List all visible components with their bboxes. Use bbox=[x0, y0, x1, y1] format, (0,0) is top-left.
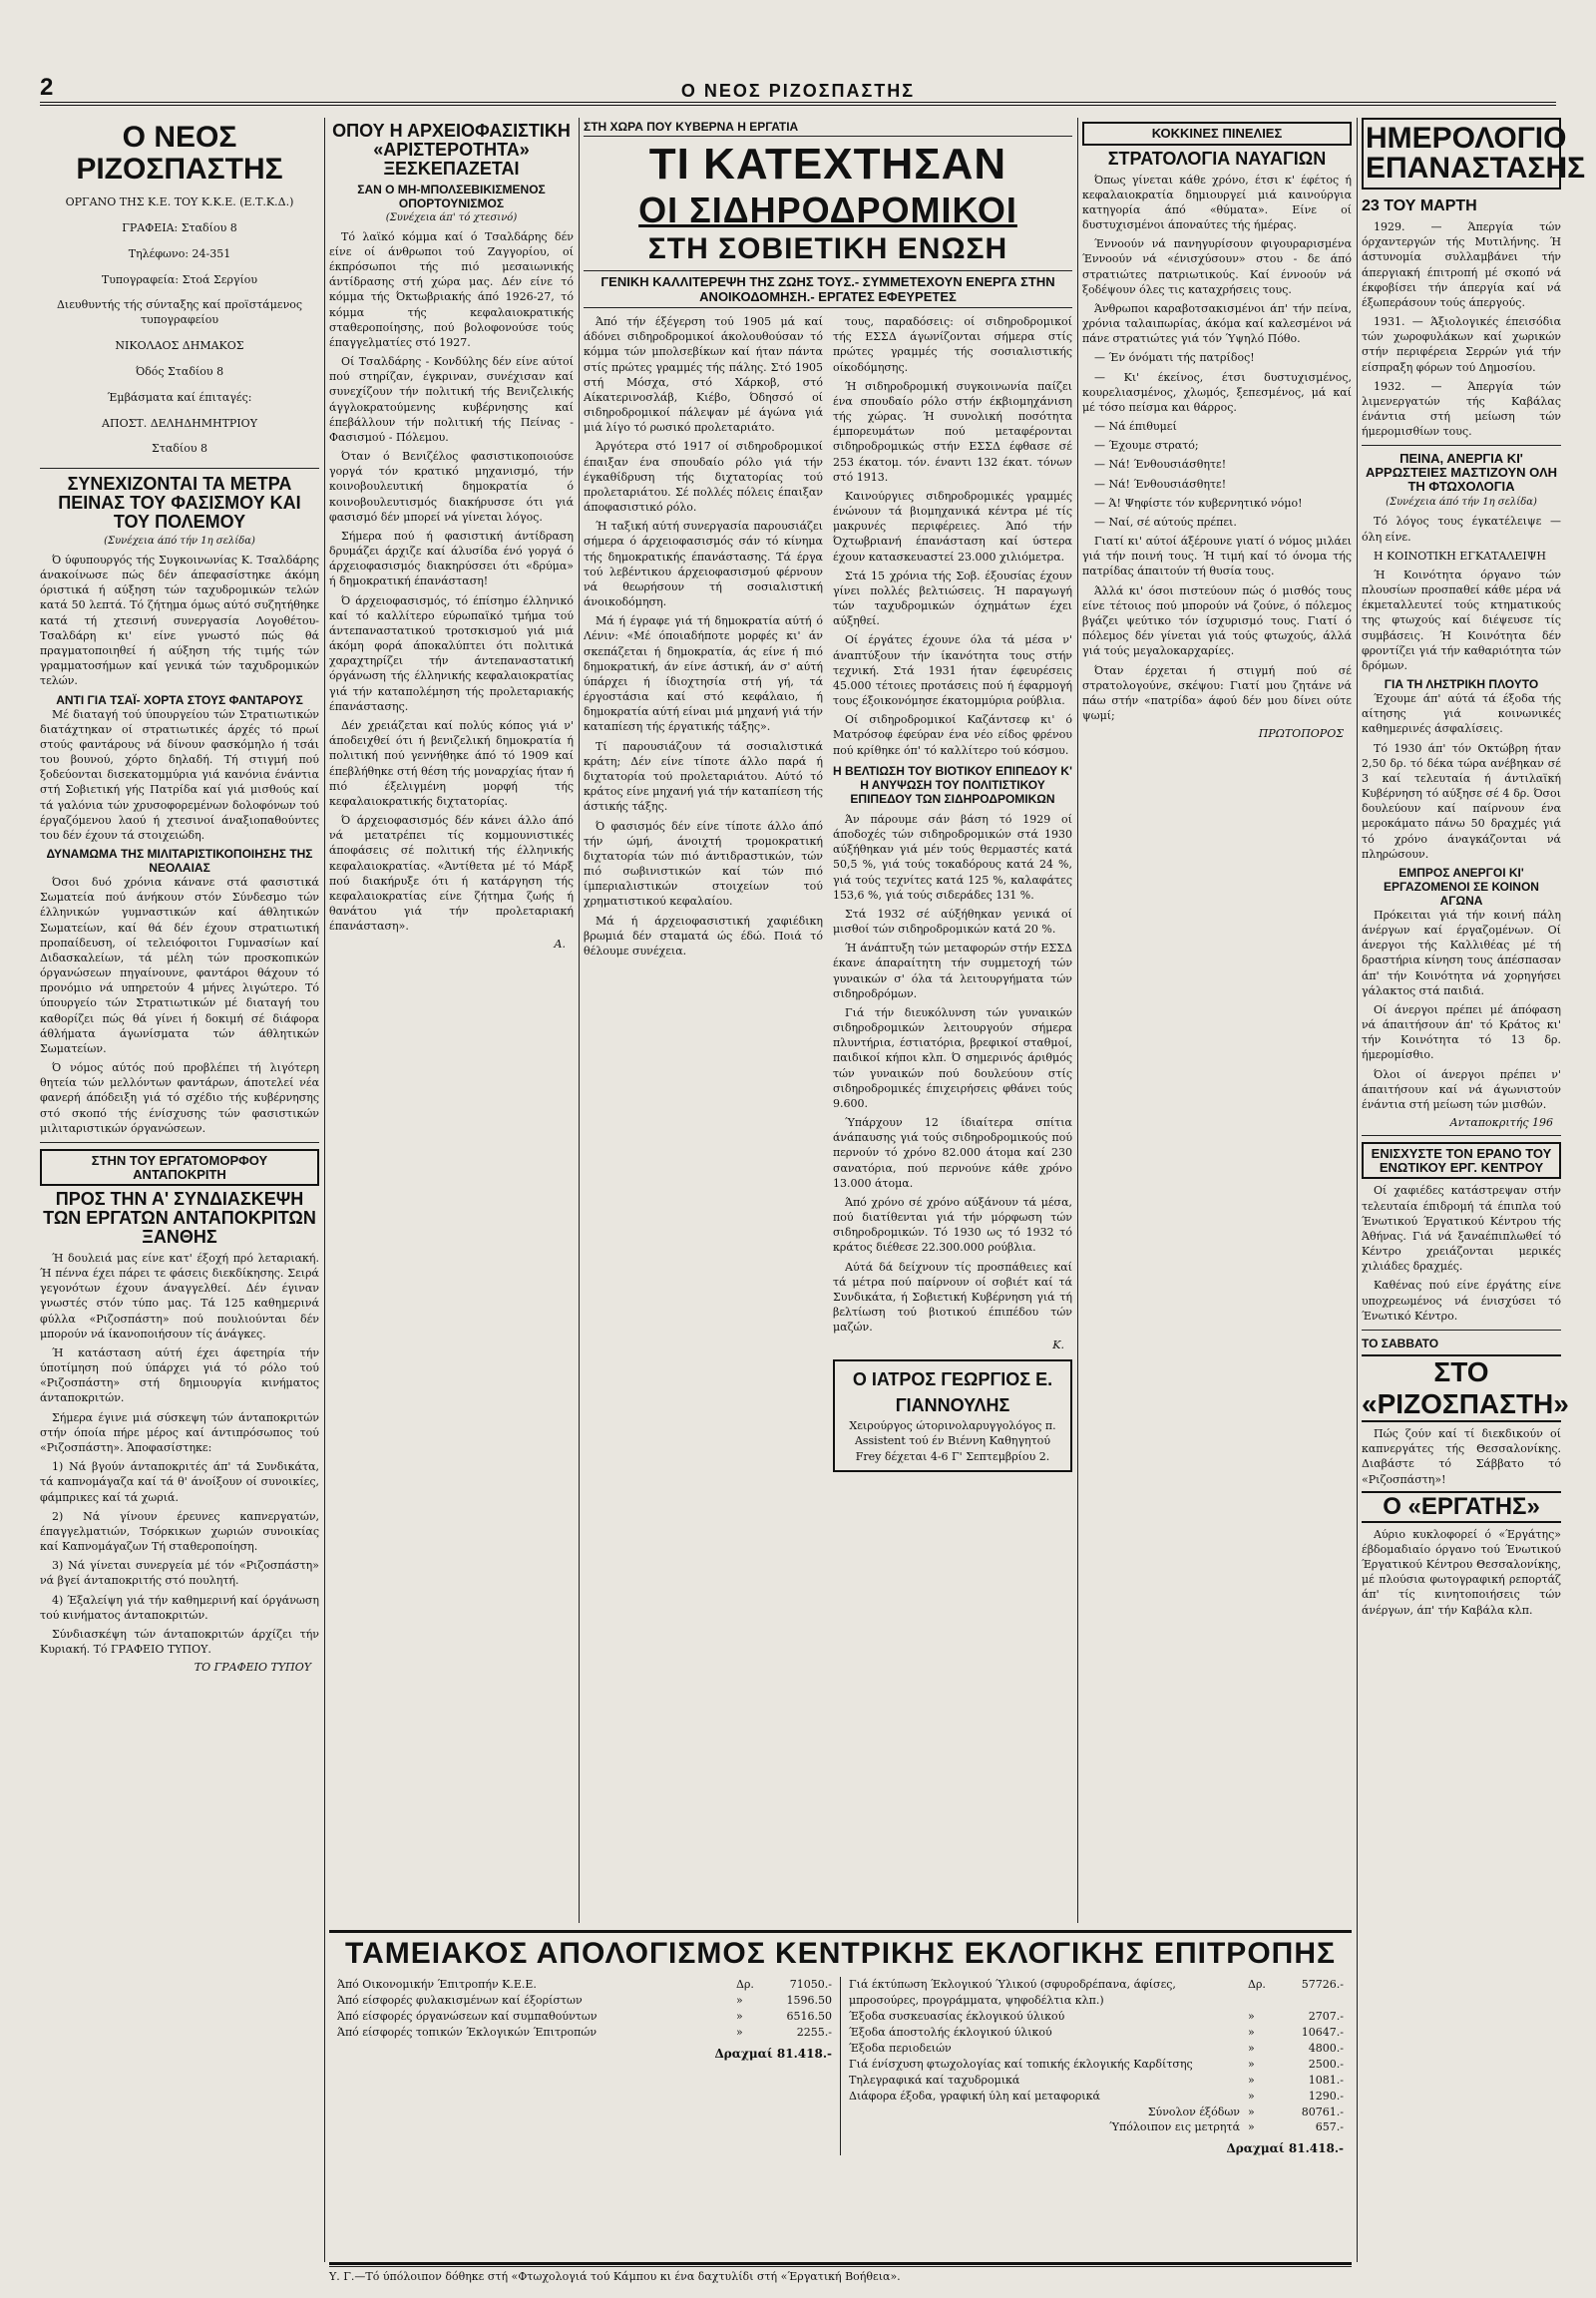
expense-row-cur: » bbox=[1248, 2009, 1255, 2023]
expense-row bbox=[849, 2073, 1344, 2089]
expense-row-amount: 4800.- bbox=[1308, 2041, 1344, 2055]
paper-title: Ο ΝΕΟΣ ΡΙΖΟΣΠΑΣΤΗΣ bbox=[76, 121, 283, 186]
expense-row-label: Γιά έκτύπωση Έκλογικού Ύλικού (σφυροδρέπανα, άφίσες, μπροσούρες, προγράμματα, ψηφοδέλτια κλπ.) bbox=[849, 1978, 1176, 2007]
headline: ΣΤΗ ΣΟΒΙΕΤΙΚΗ ΕΝΩΣΗ bbox=[647, 232, 1008, 265]
info-line: Όδός Σταδίου 8 bbox=[135, 364, 224, 378]
paragraph: Ή δουλειά μας είνε κατ' έξοχή πρό λεταριακή. Ή πέννα έχει πάρει τε φάσεις διεκδίκησης. Σειρά γεγονότων έχουν άναγγελθεί. Δέν έγιναν γνωστές στόν τύπο μας. Τά 125 καθημερινά φύλλα «Ριζοσπάστη» πού πουλιούνται δέν μπορούν νά ίκανοποιήσουν τίς άνάγκες. bbox=[40, 1251, 319, 1340]
expense-row-cur: » bbox=[1248, 2057, 1255, 2071]
paragraph: — Νά! Ένθουσιάσθητε! bbox=[1094, 477, 1227, 491]
expense-sum-label: Σύνολον έξόδων bbox=[1147, 2105, 1240, 2118]
paragraph: Τό λαϊκό κόμμα καί ό Τσαλδάρης δέν είνε οί άνθρωποι τού Ζαγγορίου, οί έκπρόσωποι τής πιό μεσαιωνικής άντίδρασης στή χώρα μας. Δέν είνε τό κόμμα τής Όκτωβριακής άπό 1926-27, τό κόμμα τής κεφαλαιοκρατικής σταθεροποίησης, πού βολοφονούσε τούς έπαγγελματίες στό 1927. bbox=[329, 229, 574, 349]
paragraph: Σήμερα έγινε μιά σύσκεψη τών άνταποκριτών στήν όποία πήρε μέρος καί άντιπρόσωπος τού «Ριζοσπάστη». Άποφασίστηκε: bbox=[40, 1410, 319, 1454]
paragraph: — Έχουμε στρατό; bbox=[1094, 439, 1199, 453]
paragraph: Ό φασισμός δέν είνε τίποτε άλλο άπό τήν ώμή, άνοιχτή τρομοκρατική διχτατορία τών πιό άντιδραστικών, τών πιό σωβινιστικών καί τών πιό ίμπεριαλιστικών στοιχείων τού χρηματιστικού κεφαλαίου. bbox=[584, 819, 823, 909]
paragraph: Πρόκειται γιά τήν κοινή πάλη άνέργων καί έργαζομένων. Οί άνεργοι τής Καλλιθέας μέ τή δραστήρια κίνηση τους άπέσπασαν άπ' τήν Κοινότητα νά χορηγήσει γάλακτος στά παιδιά. bbox=[1362, 908, 1561, 997]
saturday-heading: ΣΤΟ «ΡΙΖΟΣΠΑΣΤΗ» bbox=[1362, 1354, 1561, 1422]
paragraph: τους, παραδόσεις: οί σιδηροδρομικοί τής ΕΣΣΔ άγωνίζονται σήμερα στίς πρώτες γραμμές τής σοσιαλιστικής οίκοδόμησης. bbox=[833, 315, 1072, 374]
expense-row-label: Τηλεγραφικά καί ταχυδρομικά bbox=[849, 2073, 1020, 2087]
paragraph: 4) Έξαλείψη γιά τήν καθημερινή καί όργάνωση τού κινήματος άνταποκριτών. bbox=[40, 1593, 319, 1622]
article-body bbox=[1082, 173, 1352, 724]
paragraph: Οί άνεργοι πρέπει μέ άπόφαση νά άπαιτήσουν άπ' τό Κράτος κι' τήν Κοινότητα τό 13 δρ. ήμερομίσθιο. bbox=[1362, 1002, 1561, 1062]
article-subtitle: ΣΑΝ Ο ΜΗ-ΜΠΟΛΣΕΒΙΚΙΣΜΕΝΟΣ ΟΠΟΡΤΟΥΝΙΣΜΟΣ bbox=[357, 182, 546, 210]
expense-list bbox=[840, 1977, 1352, 2155]
article-body bbox=[329, 229, 574, 935]
article-title: ΣΤΡΑΤΟΛΟΓΙΑ ΝΑΥΑΓΙΩΝ bbox=[1107, 148, 1327, 169]
accounts-report bbox=[329, 1930, 1352, 2265]
doctor-advert bbox=[833, 1359, 1072, 1472]
paragraph: Ό άρχειοφασισμός, τό έπίσημο έλληνικό καί τό καλλίτερο εύρωπαϊκό τμήμα τού άντεπαναστατικού τροτσκισμού γιά μιά άκόμη φορά άποκαλύπτει ότι πολιτικά χαραχτηρίζει τήν άντεπαναστατική όργάνωση τής έλληνικής κεφαλαιοκρατίας γιά τήν καταπολέμηση τής προλεταριακής έπανάστασης. bbox=[329, 593, 574, 713]
paragraph: Τό 1930 άπ' τόν Οκτώβρη ήταν 2,50 δρ. τό δέκα τώρα ανέβηκαν σέ 3 καί τελευταία ή άντιλαϊκή Κυβέρνηση τό αύξησε σέ 4 δρ. Όσοι δουλεύουν καί παίρνουν ένα μεροκάματο πάνω 50 δραχμές γιά τό χρόνο άναγκάζονται νά πληρώσουν. bbox=[1362, 741, 1561, 861]
paragraph: Ή Κοινότητα όργανο τών πλουσίων προσπαθεί κάθε μέρα νά έκμεταλλευτεί τούς κτηματικούς της φτωχούς καί διέψευσε τίς συμβάσεις. Ή Κοινότητα δέν φροντίζει γιά τήν καθαριότητα τών δρόμων. bbox=[1362, 568, 1561, 672]
boxed-heading: ΕΝΙΣΧΥΣΤΕ ΤΟΝ ΕΡΑΝΟ ΤΟΥ ΕΝΩΤΙΚΟΥ ΕΡΓ. ΚΕΝΤΡΟΥ bbox=[1362, 1142, 1561, 1179]
paragraph: Καθένας πού είνε έργάτης είνε υποχρεωμένος νά ένισχύσει τό Ένωτικό Κέντρο. bbox=[1362, 1279, 1561, 1323]
paragraph: Μέ διαταγή τού ύπουργείου τών Στρατιωτικών διατάχτηκαν οί στρατιωτικές άρχές τό πρωί στούς φαντάρους νά δίνουν φασκόμηλο ή τσάι του βουνού, χόρτο δηλαδή. Τή στιγμή πού ξοδεύονται δισεκατομμύρια γιά κανόνια ένάντια στή Σοβιετική γής Πατρίδα καί γιά μισθούς καί τά γαλόνια τών χρυσοφορεμένων δολοφόνων τού έργαζόμενου λαού ή χτεσινοί άναξιοπαθούντες του δέν έχουν τά στοιχειώδη. bbox=[40, 707, 319, 842]
paragraph: Όσοι δυό χρόνια κάνανε στά φασιστικά Σωματεία πού άνήκουν στόν Σύνδεσμο τών έλληνικών γυμναστικών καί άθλητικών Σωματείων, καί θά δέν έχουν στρατιωτική προπαίδευση, οί τελειόφοιτοι Γυμνασίων καί Διδασκαλείων, τά μέλη τών προσκοπικών όργανώσεων πηγαίνουνε, φαντάροι θάχουν τό προνόμιο νά υπηρετούν 4 μήνες λιγώτερο. Τό ύπουργείο τών Στρατιωτικών μέ διαταγή του καθορίζει πώς θά γίνει ή δοκιμή σέ διάφορα άθλήματα άγωνίσματα τών άθλητικών Σωματείων. bbox=[40, 876, 319, 1055]
article-body bbox=[833, 314, 1072, 758]
paragraph: Μά ή άρχειοφασιστική χαφιέδικη βρωμιά δέν σταματά ώς έδώ. Ποιά τό θέλουμε συνέχεια. bbox=[584, 914, 823, 958]
info-line: ΑΠΟΣΤ. ΔΕΛΗΔΗΜΗΤΡΙΟΥ bbox=[102, 416, 257, 430]
article-subhead: ΑΝΤΙ ΓΙΑ ΤΣΑΪ- ΧΟΡΤΑ ΣΤΟΥΣ ΦΑΝΤΑΡΟΥΣ bbox=[56, 692, 303, 707]
income-row bbox=[337, 2025, 832, 2041]
income-row bbox=[337, 2009, 832, 2025]
paragraph: Άργότερα στό 1917 οί σιδηροδρομικοί έπαιξαν ένα σπουδαίο ρόλο γιά τήν έγκαθίδρυση τής διχτατορίας τού προλεταριάτου. Σέ πολλές πόλεις έπαιξαν άποφασιστικό ρόλο. bbox=[584, 440, 823, 515]
article-subhead: ΔΥΝΑΜΩΜΑ ΤΗΣ ΜΙΛΙΤΑΡΙΣΤΙΚΟΠΟΙΗΣΗΣ ΤΗΣ ΝΕΟΛΑΙΑΣ bbox=[46, 847, 313, 876]
headline: ΟΙ ΣΙΔΗΡΟΔΡΟΜΙΚΟΙ bbox=[638, 190, 1017, 230]
article-title: ΠΕΙΝΑ, ΑΝΕΡΓΙΑ ΚΙ' ΑΡΡΩΣΤΕΙΕΣ ΜΑΣΤΙΖΟΥΝ ΟΛΗ ΤΗ ΦΤΩΧΟΛΟΓΙΑ bbox=[1365, 451, 1558, 494]
article-signature: Α. bbox=[554, 938, 566, 952]
info-line: ΝΙΚΟΛΑΟΣ ΔΗΜΑΚΟΣ bbox=[115, 339, 244, 353]
advert-name: Ο ΙΑΤΡΟΣ ΓΕΩΡΓΙΟΣ Ε. ΓΙΑΝΝΟΥΛΗΣ bbox=[852, 1369, 1053, 1415]
calendar-event: 1932. — Άπεργία τών λιμενεργατών τής Καβάλας ένάντια στή μείωση τών ήμερομισθίων τους. bbox=[1362, 379, 1561, 439]
article-body bbox=[40, 553, 319, 689]
kicker: ΚΟΚΚΙΝΕΣ ΠΙΝΕΛΙΕΣ bbox=[1082, 122, 1352, 146]
column-rule bbox=[324, 118, 325, 2262]
paragraph: Τί παρουσιάζουν τά σοσιαλιστικά κράτη; Δέν είνε τίποτε άλλο παρά ή διχτατορία τού προλεταριάτου. Αύτό τό κράτος είνε μηχανή γιά τήν καταπίεση τής άστικής τάξης. bbox=[584, 739, 823, 814]
article-body bbox=[833, 812, 1072, 1336]
saturday-label: ΤΟ ΣΑΒΒΑΤΟ bbox=[1362, 1337, 1439, 1350]
article-subhead: ΕΜΠΡΟΣ ΑΝΕΡΓΟΙ ΚΙ' ΕΡΓΑΖΟΜΕΝΟΙ ΣΕ ΚΟΙΝΟΝ ΑΓΩΝΑ bbox=[1384, 865, 1539, 908]
calendar-title: ΗΜΕΡΟΛΟΓΙΟ ΕΠΑΝΑΣΤΑΣΗΣ bbox=[1362, 118, 1561, 190]
advert-text: Χειρούργος ώτορινολαρυγγολόγος π. Assistent τού έν Βιέννη Καθηγητού Frey δέχεται 4-6 Γ' Σεπτεμβρίου 2. bbox=[849, 1418, 1056, 1463]
continuation-note: (Συνέχεια άπ' τό χτεσινό) bbox=[385, 211, 518, 223]
calendar-date: 23 ΤΟΥ ΜΑΡΤΗ bbox=[1362, 197, 1477, 214]
paragraph: Οί Τσαλδάρης - Κονδύλης δέν είνε αύτοί πού στηρίζαν, έγκριναν, συνέχισαν καί συνεχίζουν τήν πολιτική τής Βενιζελικής άγγλοκρατούμενης κυβέρνησης καί έπεβάλλουν τήν πολιτική τής Πείνας - Φασισμού - Πόλεμου. bbox=[329, 355, 574, 444]
calendar-event: 1929. — Άπεργία τών όρχαντεργών τής Μυτιλήνης. Ή άστυνομία συλλαμβάνει τήν άπεργιακή έπιτροπή μέ σκοπό νά έκφοβίσει τήν άπεργία καί νά έξωπεράσουν τούς άπεργούς. bbox=[1362, 220, 1561, 309]
income-row-cur: » bbox=[736, 2025, 743, 2039]
column-rule bbox=[579, 118, 580, 1923]
masthead bbox=[40, 74, 1556, 106]
remainder-row: Ύπόλοιπον εις μετρητά » 657.- bbox=[849, 2119, 1344, 2135]
article-body bbox=[40, 875, 319, 1136]
article-body bbox=[40, 707, 319, 844]
column-1 bbox=[40, 118, 319, 2262]
income-row-label: Άπό Οικονομικήν Έπιτροπήν Κ.Ε.Ε. bbox=[337, 1978, 537, 1991]
paragraph: Ό νόμος αύτός πού προβλέπει τή λιγότερη θητεία τών μελλόντων φαντάρων, άποτελεί νέα φανερή άπόδειξη γιά τό σχέδιο τής κυβέρνησης στό σκοπό τής ένίσχυσης τών φασιστικών μιλιταριστικών όργανώσεων. bbox=[40, 1061, 319, 1135]
paragraph: Αύτά δά δείχνουν τίς προσπάθειες καί τά μέτρα πού παίρνουν οί σοβιέτ καί τά Συνδικάτα, ή Σοβιετική Κυβέρνηση γιά τή βελτίωση τού βιοτικού έπιπέδου τών μαζών. bbox=[833, 1260, 1072, 1335]
remainder-label: Ύπόλοιπον εις μετρητά bbox=[1109, 2120, 1240, 2134]
expense-row bbox=[849, 2089, 1344, 2105]
article-title: ΣΥΝΕΧΙΖΟΝΤΑΙ ΤΑ ΜΕΤΡΑ ΠΕΙΝΑΣ ΤΟΥ ΦΑΣΙΣΜΟΥ ΚΑΙ ΤΟΥ ΠΟΛΕΜΟΥ bbox=[58, 474, 301, 533]
expense-row-label: Έξοδα άποστολής έκλογικού ύλικού bbox=[849, 2025, 1052, 2039]
paragraph: Σήμερα πού ή φασιστική άντίδραση δρυμάζει άρχιζε καί άλυσίδα ένό γοργά ό άρχειοφασισμός διακηρύσσει ότι «δρύμα» ή δημοκρατική έπανάσταση! bbox=[329, 529, 574, 588]
article-body bbox=[1362, 691, 1561, 862]
income-row-amount: 6516.50 bbox=[786, 2009, 832, 2023]
paragraph: Έχουμε άπ' αύτά τά έξοδα τής αίτησης γιά κοινωνικές καθημερινές άσφαλίσεις. bbox=[1362, 692, 1561, 736]
article-body bbox=[1362, 908, 1561, 1112]
article-body bbox=[584, 314, 823, 1472]
column-5 bbox=[1082, 118, 1352, 1923]
expense-row bbox=[849, 1977, 1344, 2009]
paragraph: Άνθρωποι καραβοτσακισμένοι άπ' τήν πείνα, χρόνια ταλαιπωρίας, άκόμα καί καλεσμένοι νά πάνε στρατιώτες γιά τόν Ύψηλό Πόθο. bbox=[1082, 301, 1352, 346]
expense-row-label: Έξοδα περιοδειών bbox=[849, 2041, 952, 2055]
newspaper-name: Ο ΝΕΟΣ ΡΙΖΟΣΠΑΣΤΗΣ bbox=[680, 81, 916, 101]
paragraph: Γιατί κι' αύτοί άξέρουνε γιατί ό νόμος μιλάει γιά τήν ποινή τους. Ή τιμή καί τό όνομα τής πατρίδας άπαιτούν τή θυσία τους. bbox=[1082, 535, 1352, 578]
paragraph: — Ά! Ψηφίστε τόν κυβερνητικό νόμο! bbox=[1094, 496, 1303, 510]
income-row-amount: 71050.- bbox=[789, 1978, 832, 1991]
article-title: ΟΠΟΥ Η ΑΡΧΕΙΟΦΑΣΙΣΤΙΚΗ «ΑΡΙΣΤΕΡΟΤΗΤΑ» ΞΕΣΚΕΠΑΖΕΤΑΙ bbox=[332, 121, 571, 179]
continuation-note: (Συνέχεια άπό τήν 1η σελίδα) bbox=[1386, 497, 1537, 509]
headline: ΤΙ ΚΑΤΕΧΤΗΣΑΝ bbox=[648, 140, 1007, 189]
paragraph: Όλοι οί άνεργοι πρέπει ν' άπαιτήσουν καί νά άγωνιστούν ένάντια στή μείωση τών μισθών. bbox=[1362, 1067, 1561, 1111]
article-subhead: ΓΙΑ ΤΗ ΛΗΣΤΡΙΚΗ ΠΛΟΥΤΟ bbox=[1384, 677, 1539, 692]
ergatis-heading: Ο «ΕΡΓΑΤΗΣ» bbox=[1362, 1491, 1561, 1523]
paragraph: Ύπάρχουν 12 ίδιαίτερα σπίτια άνάπαυσης γιά τούς σιδηροδρομικούς πού περνούν τό χρόνο 82.000 άτομα καί 230 σανατόρια, πού περνούνε κάθε χρόνο 13.000 άτομα. bbox=[833, 1116, 1072, 1190]
income-row-amount: 2255.- bbox=[796, 2025, 832, 2039]
article-body bbox=[40, 1251, 319, 1657]
expense-row-cur: » bbox=[1248, 2025, 1255, 2039]
info-line: Σταδίου 8 bbox=[151, 442, 208, 456]
column-6 bbox=[1362, 118, 1586, 2262]
page-number: 2 bbox=[40, 74, 55, 101]
boxed-heading: ΣΤΗΝ ΤΟΥ ΕΡΓΑΤΟΜΟΡΦΟΥ ΑΝΤΑΠΟΚΡΙΤΗ bbox=[40, 1149, 319, 1186]
calendar-events bbox=[1362, 219, 1561, 439]
paragraph: Άπό τήν έξέγερση τού 1905 μά καί άδόνει σιδηροδρομικοί άκολουθούσαν τό κόμμα τών μπολσεβίκων καί ήταν πάντα στίς πρώτες γραμμές τής πάλης. Στό 1905 στή Μόσχα, στό Χάρκοβ, στό Αίκατερινοσλάβ, Κιέβο, Όδησσό οί σιδηροδρομικοί πάλεψαν μέ άγώνα γιά μιά λίγο τό ρωσικό προλεταριάτο. bbox=[584, 315, 823, 435]
paragraph: Γιά τήν διευκόλυνση τών γυναικών σιδηροδρομικών λειτουργούν σήμερα πλυντήρια, έστιατόρια, βρεφικοί σταθμοί, παιδικοί κήποι κλπ. Ό σημερινός άριθμός τών γυναικών πού δουλεύουν στίς σιδηροδρομικές έπιχειρήσεις φθάνει τούς 9.600. bbox=[833, 1005, 1072, 1110]
paragraph: Οί έργάτες έχουνε όλα τά μέσα ν' άναπτύξουν τήν ίκανότητα τους στήν τεχνική. Στά 1931 ήταν έφευρέσεις 45.000 τέτοιες προτάσεις πού ή έφαρμογή τους έξοικονόμησε έκατομμύρια ρούβλια. bbox=[833, 633, 1072, 708]
expense-row bbox=[849, 2009, 1344, 2025]
income-row bbox=[337, 1977, 832, 1993]
expenses-total: Δραχμαί 81.418.- bbox=[1226, 2141, 1344, 2156]
accounts-title: ΤΑΜΕΙΑΚΟΣ ΑΠΟΛΟΓΙΣΜΟΣ ΚΕΝΤΡΙΚΗΣ ΕΚΛΟΓΙΚΗΣ ΕΠΙΤΡΟΠΗΣ bbox=[345, 1937, 1336, 1970]
expense-row-amount: 10647.- bbox=[1301, 2025, 1344, 2039]
paragraph: Στά 1932 σέ αύξήθηκαν γενικά οί μισθοί τών σιδηροδρομικών κατά 20 %. bbox=[833, 907, 1072, 937]
paragraph: 3) Νά γίνεται συνεργεία μέ τόν «Ριζοσπάστη» νά βγεί άνταποκριτής στό πουλητή. bbox=[40, 1559, 319, 1588]
article-title: ΠΡΟΣ ΤΗΝ Α' ΣΥΝΔΙΑΣΚΕΨΗ ΤΩΝ ΕΡΓΑΤΩΝ ΑΝΤΑΠΟΚΡΙΤΩΝ ΞΑΝΘΗΣ bbox=[43, 1189, 316, 1248]
expense-sum-row: Σύνολον έξόδων » 80761.- bbox=[849, 2105, 1344, 2120]
paragraph: 1) Νά βγούν άνταποκριτές άπ' τά Συνδικάτα, τά καπνομάγαζα καί τά θ' άνοίξουν οί συνοικίες, φάμπρικες καί τά χωριά. bbox=[40, 1460, 319, 1504]
income-row-label: Άπό είσφορές τοπικών Έκλογικών Έπιτροπών bbox=[337, 2025, 598, 2039]
expense-row-amount: 2500.- bbox=[1308, 2057, 1344, 2071]
income-row-amount: 1596.50 bbox=[786, 1993, 832, 2007]
paragraph: — Κι' έκείνος, έτσι δυστυχισμένος, κουρελιασμένος, χλωμός, ξεπεσμένος, μά καί μέ τόσο πείσμα και θάρρος. bbox=[1082, 370, 1352, 414]
income-row-cur: » bbox=[736, 2009, 743, 2023]
paragraph: Άπό χρόνο σέ χρόνο αύξάνουν τά μέσα, πού διατίθενται γιά τήν μόρφωση τών σιδηροδρομικών. Τό 1930 ως τό 1932 τό κράτος διέθεσε 22.300.000 ρούβλια. bbox=[833, 1195, 1072, 1255]
income-row-cur: Δρ. bbox=[736, 1978, 754, 1991]
column-rule bbox=[1357, 118, 1358, 2262]
info-line: ΓΡΑΦΕΙΑ: Σταδίου 8 bbox=[122, 220, 237, 234]
paragraph: Καινούργιες σιδηροδρομικές γραμμές ένώνουν τά βιομηχανικά κέντρα μέ τίς μακρυνές περιφέρειες. Άπό τήν Όχτωβριανή έπανάσταση καί ύστερα έχουν κατασκευαστεί 23.000 χιλιόμετρα. bbox=[833, 489, 1072, 564]
calendar-event: 1931. — Άξιολογικές έπεισόδια τών χωροφυλάκων καί χωρικών στήν περιφέρεια Σερρών γιά τήν είσπραξη φόρων τού Δημοσίου. bbox=[1362, 315, 1561, 374]
ergatis-text: Αύριο κυκλοφορεί ό «Έργάτης» έβδομαδιαίο όργανο τού Ένωτικού Έργατικού Κέντρου Θεσσαλονίκης, μέ πλούσια φωτογραφική ρεπορτάζ άπ' τίς κινητοποιήσεις τών άνέργων, άπ' τήν Καβάλα κλπ. bbox=[1362, 1527, 1561, 1617]
paragraph: Ή ταξική αύτή συνεργασία παρουσιάζει σήμερα ό άρχειοφασισμός σάν τό κίνημα τής δημοκρατικής έπανάστασης. Τά έργα τού λεβέντικου άρχειοφασισμού φέρνουν νά θεωρήσουν τή σοσιαλιστική άνοικοδόμηση. bbox=[584, 520, 823, 609]
expense-row-cur: Δρ. bbox=[1248, 1978, 1266, 1991]
income-row-label: Άπό είσφορές όργανώσεων καί συμπαθούντων bbox=[337, 2009, 598, 2023]
paragraph: Τό λόγος τους έγκατέλειψε — όλη είνε. bbox=[1362, 515, 1561, 544]
paragraph: Ή σιδηροδρομική συγκοινωνία παίζει ένα σπουδαίο ρόλο στήν έκβιομηχάνιση τής χώρας. Ή συνολική ποσότητα έμπορευμάτων πού μεταφέρονται σιδηροδρομικώς στήν ΕΣΣΔ έφθασε σέ 253 έκατομ. τόν. έναντι 132 έκατ. τόνων στό 1913. bbox=[833, 379, 1072, 484]
article-body bbox=[1362, 514, 1561, 673]
paragraph: — Νά έπιθυμεί bbox=[1094, 420, 1177, 434]
info-line: Τηλέφωνο: 24-351 bbox=[128, 246, 231, 260]
paragraph: Η ΚΟΙΝΟΤΙΚΗ ΕΓΚΑΤΑΛΕΙΨΗ bbox=[1374, 549, 1546, 563]
article-signature: ΤΟ ΓΡΑΦΕΙΟ ΤΥΠΟΥ bbox=[194, 1661, 311, 1675]
paragraph: Ή κατάσταση αύτή έχει άφετηρία τήν ύποτίμηση πού ύπάρχει γιά τό ρόλο τού «Ριζοσπάστη» στή δημιουργία κινήματος άνταποκριτών. bbox=[40, 1345, 319, 1405]
expense-row-amount: 2707.- bbox=[1308, 2009, 1344, 2023]
article-subhead: Η ΒΕΛΤΙΩΣΗ ΤΟΥ ΒΙΟΤΙΚΟΥ ΕΠΙΠΕΔΟΥ Κ' Η ΑΝΥΨΩΣΗ ΤΟΥ ΠΟΛΙΤΙΣΤΙΚΟΥ ΕΠΙΠΕΔΟΥ ΤΩΝ ΣΙΔΗΡΟΔΡΟΜΙΚΩΝ bbox=[833, 763, 1072, 806]
info-line: Έμβάσματα καί έπιταγές: bbox=[107, 390, 252, 404]
column-rule bbox=[1077, 118, 1078, 1923]
paragraph: Ό ύφυπουργός τής Συγκοινωνίας Κ. Τσαλδάρης άνακοίνωσε πώς δέν άπεφασίστηκε άκόμη όριστικά ή αύξηση τών ταχυδρομικών τελών κατά 50 λεπτά. Τό ζήτημα όμως αύτό συζητήθηκε κατά τή χτεσινή συνεργασία Λογοθέτου-Τσαλδάρη κι' είνε γνωστό πώς θά πραγματοποιηθεί ή αύξηση τής τιμής τών γραμματοσήμων καί γενικά τών ταχυδρομικών τελών. bbox=[40, 553, 319, 688]
expense-row bbox=[849, 2025, 1344, 2041]
feature-article bbox=[584, 118, 1072, 1923]
expense-row-amount: 1290.- bbox=[1308, 2089, 1344, 2103]
paragraph: 2) Νά γίνουν έρευνες καπνεργατών, έπαγγελματιών, Τσόρκικων χωριών συνοικίας καί Καπνομάγαζων Τή σταθεροποίηση. bbox=[40, 1509, 319, 1554]
expense-row-label: Γιά ένίσχυση φτωχολογίας καί τοπικής έκλογικής Καρδίτσης bbox=[849, 2057, 1193, 2071]
paragraph: — Νά! Ένθουσιάσθητε! bbox=[1094, 458, 1227, 472]
expense-row-cur: » bbox=[1248, 2073, 1255, 2087]
paragraph: Μά ή έγραφε γιά τή δημοκρατία αύτή ό Λένιν: «Μέ όποιαδήποτε μορφές κι' άν σκεπάζεται ή δημοκρατία, άς είνε ή πιό δημοκρατική, άν είνε άστική, άν σ' αύτή ύπάρχει ή ίδιοχτησία στή γή, τά έργοστάσια καί στό κεφάλαιο, ή δημοκρατία αύτή είναι μιά μηχανή γιά τήν καταπίεση τής έργατικής τάξης». bbox=[584, 614, 823, 734]
expense-row-amount: 57726.- bbox=[1301, 1978, 1344, 1991]
income-row-label: Άπό είσφορές φυλακισμένων καί έξορίστων bbox=[337, 1993, 583, 2007]
article-body bbox=[1362, 1183, 1561, 1324]
expense-sum: 80761.- bbox=[1301, 2105, 1344, 2118]
paragraph: Οί χαφιέδες κατάστρεψαν στήν τελευταία έπιδρομή τά έπιπλα τού Ένωτικού Έργατικού Κέντρου τής Άθήνας. Γιά νά ξαναέπιπλωθεί τό Κέντρο χρειάζονται μερικές χιλιάδες δραχμές. bbox=[1362, 1184, 1561, 1274]
paragraph: — Ναί, σέ αύτούς πρέπει. bbox=[1094, 515, 1237, 529]
subheadline: ΓΕΝΙΚΗ ΚΑΛΛΙΤΕΡΕΨΗ ΤΗΣ ΖΩΗΣ ΤΟΥΣ.- ΣΥΜΜΕΤΕΧΟΥΝ ΕΝΕΡΓΑ ΣΤΗΝ ΑΝΟΙΚΟΔΟΜΗΣΗ.- ΕΡΓΑΤΕΣ ΕΦΕΥΡΕΤΕΣ bbox=[584, 270, 1072, 308]
paragraph: — Έν όνόματι τής πατρίδος! bbox=[1094, 351, 1255, 365]
article-signature: Ανταποκριτής 196 bbox=[1449, 1116, 1553, 1130]
income-total: Δραχμαί 81.418.- bbox=[714, 2046, 832, 2061]
footnote: Υ. Γ.—Τό ύπόλοιπον δόθηκε στή «Φτωχολογιά τού Κάμπου κι ένα δαχτυλίδι στή «Έργατική Βοήθεια». bbox=[329, 2266, 1352, 2283]
expense-row-cur: » bbox=[1248, 2041, 1255, 2055]
paragraph: Όταν ό Βενιζέλος φασιστικοποιούσε γοργά τόν κρατικό μηχανισμό, τήν κοινοβουλευτική δημοκρατία ό κοινοβουλευτισμός διακήρυσσε ότι γιά φασισμό δέν μπορεί νά γίνεται λόγος. bbox=[329, 450, 574, 524]
continuation-note: (Συνέχεια άπό τήν 1η σελίδα) bbox=[104, 535, 255, 547]
info-line: Τυπογραφεία: Στοά Σεργίου bbox=[101, 272, 258, 286]
paragraph: Οί σιδηροδρομικοί Καζάντσεφ κι' ό Ματρόσοφ έφεύραν ένα νέο είδος φρένου πού κρίθηκε όπ' τό καλλίτερο τού κόσμου. bbox=[833, 713, 1072, 757]
paragraph: Σύνδιασκέψη τών άνταποκριτών άρχίζει τήν Κυριακή. Τό ΓΡΑΦΕΙΟ ΤΥΠΟΥ. bbox=[40, 1627, 319, 1657]
paragraph: Άν πάρουμε σάν βάση τό 1929 οί άποδοχές τών σιδηροδρομικών στά 1930 αύξήθηκαν γιά μέν τούς θερμαστές κατά 50,5 %, γιά τούς τοκαδόρους κατά 24 %, γιά τούς τεχνίτες κατά 125 %, καλαφάτες 153,6 %, γιά τούς σιδεράδες 131 %. bbox=[833, 812, 1072, 902]
expense-row-amount: 1081.- bbox=[1308, 2073, 1344, 2087]
article-signature: Κ. bbox=[1052, 1339, 1064, 1352]
paragraph: Δέν χρειάζεται καί πολύς κόπος γιά ν' άποδειχθεί ότι ή βενιζελική δημοκρατία ή πολιτική πού γεννήθηκε άπό τό 1909 καί έπεβλήθηκε στή θέση τής μοναρχίας ήταν ή πιό έξελιγμένη μορφή τής κεφαλαιοκρατικής διχτατορίας. bbox=[329, 719, 574, 808]
expense-row-label: Έξοδα συσκευασίας έκλογικού ύλικού bbox=[849, 2009, 1065, 2023]
income-row bbox=[337, 1993, 832, 2009]
expense-row-label: Διάφορα έξοδα, γραφική ύλη καί μεταφορικά bbox=[849, 2089, 1100, 2103]
expense-row bbox=[849, 2041, 1344, 2057]
paragraph: Άλλά κι' όσοι πιστεύουν πώς ό μισθός τους είνε τέτοιος πού μπορούν νά ζούνε, ό πόλεμος βγάζει ψεύτικο τόν ίσχυρισμό τους. Γιατί ό πόλεμος δέν γίνεται γιά τούς φτωχούς, άλλά γιά τούς μεγαλοκαρχαρίες. bbox=[1082, 583, 1352, 658]
expense-row bbox=[849, 2057, 1344, 2073]
income-list bbox=[329, 1977, 840, 2155]
column-2 bbox=[329, 118, 574, 1923]
paragraph: Έννοούν νά πανηγυρίσουν φιγουραρισμένα Έννοούν νά «ένισχύσουν» στου - δε άπό στρατιώτες πατριωτικούς. Καί έννοούν νά ξοδέψουν όλες τις καταχρήσεις τους. bbox=[1082, 237, 1352, 296]
remainder-amount: 657.- bbox=[1315, 2120, 1344, 2134]
kicker: ΣΤΗ ΧΩΡΑ ΠΟΥ ΚΥΒΕΡΝΑ Η ΕΡΓΑΤΙΑ bbox=[584, 118, 1072, 137]
article-signature: ΠΡΩΤΟΠΟΡΟΣ bbox=[1258, 727, 1344, 741]
info-line: Διευθυντής τής σύνταξης καί προϊστάμενος τυπογραφείου bbox=[56, 298, 303, 327]
info-line: ΟΡΓΑΝΟ ΤΗΣ Κ.Ε. ΤΟΥ Κ.Κ.Ε. (Ε.Τ.Κ.Δ.) bbox=[65, 195, 294, 208]
paragraph: Στά 15 χρόνια τής Σοβ. έξουσίας έχουν γίνει πολλές βελτιώσεις. Ή παραγωγή τών ταχυδρομικών όχημάτων έχει αύξηθεί. bbox=[833, 569, 1072, 628]
paragraph: Όπως γίνεται κάθε χρόνο, έτσι κ' έφέτος ή κεφαλαιοκρατία δημιουργεί μιά καινούργια κατηγορία άπό «θύματα». Είνε οί δυστυχισμένοι άποναύτες τής ήμέρας. bbox=[1082, 173, 1352, 232]
saturday-text: Πώς ζούν καί τί διεκδικούν οί καπνεργάτες τής Θεσσαλονίκης. Διαβάστε τό Σάββατο τό «Ριζοσπάστη»! bbox=[1362, 1427, 1561, 1486]
expense-row-cur: » bbox=[1248, 2089, 1255, 2103]
paragraph: Ό άρχειοφασισμός δέν κάνει άλλο άπό νά μετατρέπει τίς κομμουνιστικές άποφάσεις σέ πολιτική τής έλληνικής κεφαλαιοκρατίας. «Άντίθετα μέ τό Μάρξ πού διακήρυξε ότι ή κατάργηση τής κεφαλαιοκρατίας είνε ζήτημα ζωής ή θανάτου γιά τήν προλεταριακή έπανάσταση». bbox=[329, 814, 574, 934]
income-row-cur: » bbox=[736, 1993, 743, 2007]
publisher-info bbox=[40, 195, 319, 457]
paragraph: Ή άνάπτυξη τών μεταφορών στήν ΕΣΣΔ έκανε άπαραίτητη τήν συμμετοχή τών γυναικών σ' όλα τά λειτουργήματα τών σιδηροδρόμων. bbox=[833, 942, 1072, 1000]
paragraph: Όταν έρχεται ή στιγμή πού σέ στρατολογούνε, σκέψου: Γιατί μου ζητάνε νά πάω στήν «πατρίδα» άφού δέν μου δίνει ούτε ψωμί; bbox=[1082, 663, 1352, 723]
